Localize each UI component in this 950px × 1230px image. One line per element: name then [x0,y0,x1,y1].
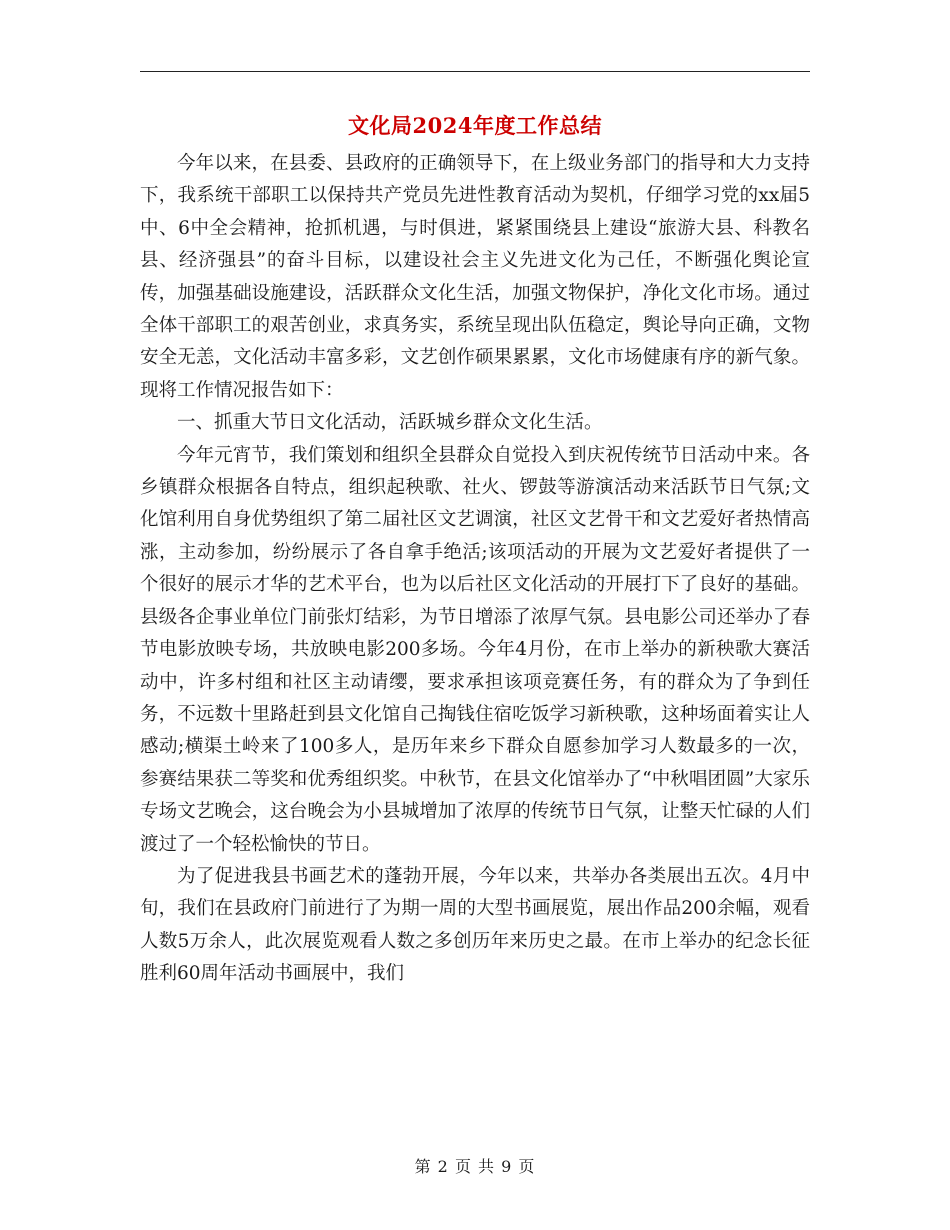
paragraph-festivals: 今年元宵节，我们策划和组织全县群众自觉投入到庆祝传统节日活动中来。各乡镇群众根据各自特点，组织起秧歌、社火、锣鼓等游演活动来活跃节日气氛;文化馆利用自身优势组织了第二届社区文艺调演，社区文艺骨干和文艺爱好者热情高涨，主动参加，纷纷展示了各自拿手绝活;该项活动的开展为文艺爱好者提供了一个很好的展示才华的艺术平台，也为以后社区文化活动的开展打下了良好的基础。县级各企事业单位门前张灯结彩，为节日增添了浓厚气氛。县电影公司还举办了春节电影放映专场，共放映电影200多场。今年4月份，在市上举办的新秧歌大赛活动中，许多村组和社区主动请缨，要求承担该项竞赛任务，有的群众为了争到任务，不远数十里路赶到县文化馆自己掏钱住宿吃饭学习新秧歌，这种场面着实让人感动;横渠土岭来了100多人，是历年来乡下群众自愿参加学习人数最多的一次，参赛结果获二等奖和优秀组织奖。中秋节，在县文化馆举办了“中秋唱团圆”大家乐专场文艺晚会，这台晚会为小县城增加了浓厚的传统节日气氛，让整天忙碌的人们渡过了一个轻松愉快的节日。 [140,444,810,855]
paragraph-exhibitions: 为了促进我县书画艺术的蓬勃开展，今年以来，共举办各类展出五次。4月中旬，我们在县政府门前进行了为期一周的大型书画展览，展出作品200余幅，观看人数5万余人，此次展览观看人数之多创历年来历史之最。在市上举办的纪念长征胜利60周年活动书画展中，我们 [140,865,810,985]
header-rule [140,71,810,72]
page-number: 第 2 页 共 9 页 [414,1157,536,1176]
document-body [140,148,810,991]
section-heading-1: 一、抓重大节日文化活动，活跃城乡群众文化生活。 [177,412,603,434]
document-title: 文化局2024年度工作总结 [348,113,602,138]
paragraph-intro: 今年以来，在县委、县政府的正确领导下，在上级业务部门的指导和大力支持下，我系统干部职工以保持共产党员先进性教育活动为契机，仔细学习党的xx届5中、6中全会精神，抢抓机遇，与时俱进，紧紧围绕县上建设“旅游大县、科教名县、经济强县”的奋斗目标，以建设社会主义先进文化为己任，不断强化舆论宣传，加强基础设施建设，活跃群众文化生活，加强文物保护，净化文化市场。通过全体干部职工的艰苦创业，求真务实，系统呈现出队伍稳定，舆论导向正确，文物安全无恙，文化活动丰富多彩，文艺创作硕果累累，文化市场健康有序的新气象。现将工作情况报告如下： [140,153,810,401]
